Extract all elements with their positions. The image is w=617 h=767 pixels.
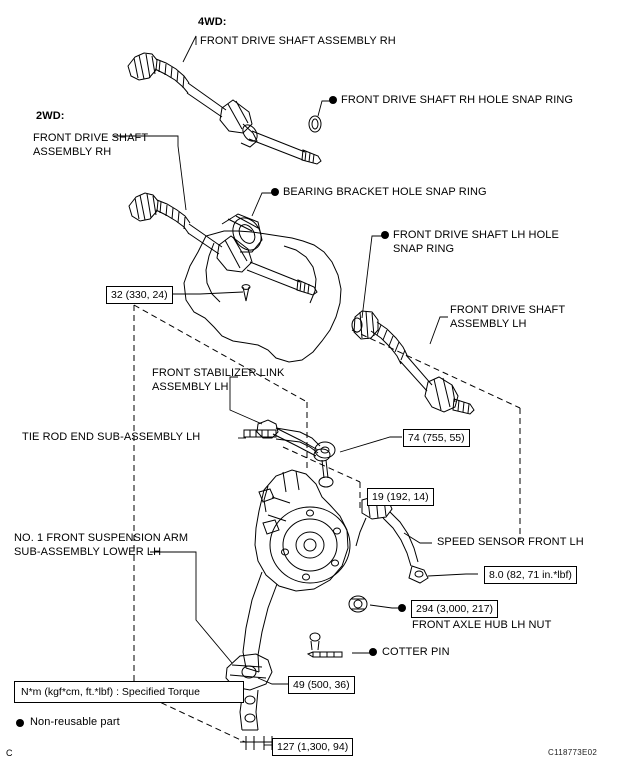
hub-nut-graphic — [349, 596, 367, 612]
document-id: C118773E02 — [548, 748, 598, 757]
non-reusable-bullet-hub-nut — [398, 604, 406, 612]
non-reusable-bullet-rh-snap-ring — [329, 96, 337, 104]
label-bearing-bracket-hole-snap-ring: BEARING BRACKET HOLE SNAP RING — [283, 186, 487, 198]
label-front-stabilizer-link-assembly-lh-line1: FRONT STABILIZER LINK — [152, 367, 285, 379]
label-no1-front-suspension-arm-line2: SUB-ASSEMBLY LOWER LH — [14, 546, 162, 558]
label-front-drive-shaft-lh-hole-snap-ring-line1: FRONT DRIVE SHAFT LH HOLE — [393, 229, 559, 241]
non-reusable-bullet-cotter-pin — [369, 648, 377, 656]
legend-torque-note: N*m (kgf*cm, ft.*lbf) : Specified Torque — [14, 681, 244, 703]
label-front-axle-hub-lh-nut: FRONT AXLE HUB LH NUT — [412, 619, 552, 631]
label-front-drive-shaft-assembly-lh-line1: FRONT DRIVE SHAFT — [450, 304, 566, 316]
drive-shaft-rh-2wd-graphic — [129, 193, 317, 301]
label-front-drive-shaft-lh-hole-snap-ring-line2: SNAP RING — [393, 243, 455, 255]
transaxle-outline-graphic — [184, 231, 341, 362]
label-no1-front-suspension-arm-line1: NO. 1 FRONT SUSPENSION ARM — [14, 532, 189, 544]
label-front-drive-shaft-assembly-rh-2wd-line2: ASSEMBLY RH — [33, 146, 112, 158]
drive-shaft-rh-4wd-graphic — [128, 53, 321, 164]
cotter-pin-graphic — [308, 633, 342, 657]
legend-non-reusable-bullet — [16, 719, 24, 727]
legend-non-reusable-label: Non-reusable part — [30, 716, 120, 728]
non-reusable-bullet-lh-snap-ring — [381, 231, 389, 239]
label-front-drive-shaft-assembly-lh-line2: ASSEMBLY LH — [450, 318, 527, 330]
label-speed-sensor-front-lh: SPEED SENSOR FRONT LH — [437, 536, 584, 548]
heading-2wd: 2WD: — [36, 110, 65, 122]
snap-ring-rh-graphic — [309, 116, 321, 132]
torque-callout-8: 8.0 (82, 71 in.*lbf) — [484, 566, 577, 584]
speed-sensor-graphic — [356, 496, 428, 583]
label-front-drive-shaft-assembly-rh-2wd-line1: FRONT DRIVE SHAFT — [33, 132, 149, 144]
page-corner-mark: C — [6, 748, 13, 758]
label-front-drive-shaft-assembly-rh-4wd: FRONT DRIVE SHAFT ASSEMBLY RH — [200, 35, 396, 47]
heading-4wd: 4WD: — [198, 16, 227, 28]
torque-callout-32: 32 (330, 24) — [106, 286, 173, 304]
torque-callout-19: 19 (192, 14) — [367, 488, 434, 506]
label-front-drive-shaft-rh-hole-snap-ring: FRONT DRIVE SHAFT RH HOLE SNAP RING — [341, 94, 574, 106]
torque-callout-74: 74 (755, 55) — [403, 429, 470, 447]
steering-knuckle-graphic — [243, 470, 350, 672]
label-cotter-pin: COTTER PIN — [382, 646, 450, 658]
torque-callout-294: 294 (3,000, 217) — [411, 600, 498, 618]
non-reusable-bullet-bearing-bracket-snap-ring — [271, 188, 279, 196]
torque-callout-49: 49 (500, 36) — [288, 676, 355, 694]
label-tie-rod-end-sub-assembly-lh: TIE ROD END SUB-ASSEMBLY LH — [22, 431, 201, 443]
label-front-stabilizer-link-assembly-lh-line2: ASSEMBLY LH — [152, 381, 229, 393]
torque-callout-127: 127 (1,300, 94) — [272, 738, 353, 756]
